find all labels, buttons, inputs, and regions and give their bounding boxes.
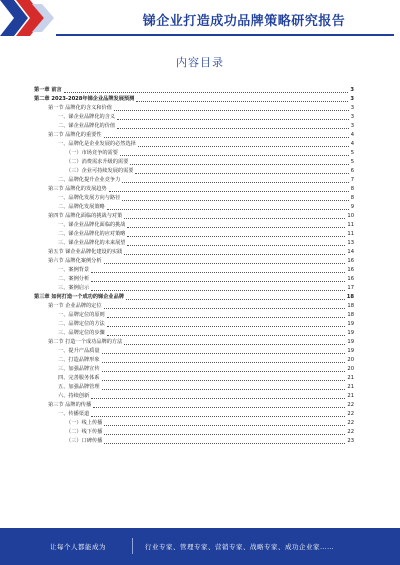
toc-entry[interactable] bbox=[34, 392, 354, 401]
toc-leader-dots bbox=[120, 154, 349, 156]
toc-entry-label: 三、加强品牌宣传 bbox=[58, 366, 100, 372]
toc-leader-dots bbox=[104, 307, 346, 309]
toc-entry-page: 17 bbox=[347, 285, 354, 291]
toc-entry[interactable] bbox=[34, 212, 354, 221]
toc-entry[interactable] bbox=[34, 257, 354, 266]
toc-entry-label: 第一章 前言 bbox=[34, 87, 62, 93]
toc-entry[interactable] bbox=[34, 293, 354, 302]
toc-leader-dots bbox=[91, 415, 345, 417]
toc-entry[interactable] bbox=[34, 275, 354, 284]
toc-entry-label: 第六节 品牌化案例分析 bbox=[48, 258, 102, 264]
toc-entry-page: 9 bbox=[350, 204, 354, 210]
toc-entry-page: 21 bbox=[347, 384, 354, 390]
toc-entry-label: 一、提升产品质量 bbox=[58, 348, 100, 354]
toc-entry-page: 4 bbox=[350, 132, 354, 138]
toc-entry-label: （一）线上传播 bbox=[66, 420, 103, 426]
toc-entry[interactable] bbox=[34, 95, 354, 104]
header-rule bbox=[56, 34, 394, 36]
toc-entry-page: 16 bbox=[347, 276, 354, 282]
toc-entry-label: 二、案例分析 bbox=[58, 276, 90, 282]
toc-entry[interactable] bbox=[34, 221, 354, 230]
toc-entry-label: （一）市场竞争的需要 bbox=[66, 150, 118, 156]
toc-entry[interactable] bbox=[34, 176, 354, 185]
toc-entry[interactable] bbox=[34, 365, 354, 374]
toc-entry[interactable] bbox=[34, 311, 354, 320]
toc-entry-label: 第一节 品牌化的含义和价值 bbox=[48, 105, 112, 111]
toc-entry-label: 第二节 品牌化的重要性 bbox=[48, 132, 102, 138]
toc-leader-dots bbox=[130, 163, 348, 165]
toc-entry-label: 六、持续创新 bbox=[58, 393, 90, 399]
toc-entry-page: 13 bbox=[347, 240, 354, 246]
toc-leader-dots bbox=[93, 406, 345, 408]
toc-entry-page: 21 bbox=[347, 393, 354, 399]
toc-entry-page: 6 bbox=[350, 168, 354, 174]
toc-entry-page: 20 bbox=[347, 357, 354, 363]
toc-leader-dots bbox=[91, 289, 345, 291]
toc-entry-label: 第二节 打造一个成功品牌的方法 bbox=[48, 339, 123, 345]
toc-entry-label: 五、加强品牌管理 bbox=[58, 384, 100, 390]
toc-entry-page: 18 bbox=[347, 312, 354, 318]
toc-entry-label: 一、案例背景 bbox=[58, 267, 90, 273]
toc-entry-label: 一、锑企业品牌化面临的挑战 bbox=[58, 222, 126, 228]
toc-leader-dots bbox=[102, 361, 346, 363]
toc-leader-dots bbox=[102, 379, 346, 381]
toc-leader-dots bbox=[122, 199, 348, 201]
toc-entry[interactable] bbox=[34, 374, 354, 383]
toc-entry-page: 8 bbox=[350, 186, 354, 192]
toc-entry[interactable] bbox=[34, 302, 354, 311]
toc-entry-label: 二、打造品牌形象 bbox=[58, 357, 100, 363]
toc-entry[interactable] bbox=[34, 437, 354, 446]
toc-entry-page: 16 bbox=[347, 258, 354, 264]
toc-entry-page: 3 bbox=[350, 96, 354, 102]
toc-entry-label: 二、锑企业品牌化的价值 bbox=[58, 123, 116, 129]
toc-entry[interactable] bbox=[34, 401, 354, 410]
toc-entry[interactable] bbox=[34, 185, 354, 194]
toc-entry-page: 22 bbox=[347, 402, 354, 408]
toc-entry[interactable] bbox=[34, 284, 354, 293]
toc-entry-page: 21 bbox=[347, 375, 354, 381]
toc-leader-dots bbox=[91, 397, 345, 399]
toc-entry-page: 4 bbox=[350, 141, 354, 147]
toc-leader-dots bbox=[102, 370, 346, 372]
toc-entry-label: 第一节 企业品牌的定位 bbox=[48, 303, 102, 309]
toc-entry[interactable] bbox=[34, 419, 354, 428]
toc-entry-label: 二、锑企业品牌化的应对策略 bbox=[58, 231, 126, 237]
footer-slogan: 让每个人都能成为 bbox=[50, 543, 106, 551]
toc-entry-label: 四、完善服务体系 bbox=[58, 375, 100, 381]
toc-leader-dots bbox=[127, 226, 345, 228]
toc-leader-dots bbox=[104, 136, 349, 138]
toc-entry-page: 8 bbox=[350, 195, 354, 201]
toc-entry-label: 二、品牌化提升企业竞争力 bbox=[58, 177, 121, 183]
toc-entry-page: 11 bbox=[347, 222, 354, 228]
toc-entry-label: 三、锑企业品牌化的未来展望 bbox=[58, 240, 126, 246]
toc-leader-dots bbox=[91, 271, 345, 273]
toc-entry-label: 三、品牌定位的步骤 bbox=[58, 330, 105, 336]
toc-entry-label: 第三节 品牌的传播 bbox=[48, 402, 92, 408]
toc-entry-label: 第三节 品牌化的发展趋势 bbox=[48, 186, 107, 192]
page-header bbox=[0, 0, 400, 38]
toc-entry-page: 10 bbox=[347, 213, 354, 219]
toc-entry-page: 3 bbox=[350, 87, 354, 93]
toc-leader-dots bbox=[124, 343, 345, 345]
toc-heading: 内容目录 bbox=[176, 56, 224, 69]
toc-entry-label: 一、锑企业品牌化的含义 bbox=[58, 114, 116, 120]
toc-leader-dots bbox=[127, 235, 345, 237]
toc-entry-page: 16 bbox=[347, 267, 354, 273]
toc-leader-dots bbox=[122, 181, 348, 183]
toc-entry[interactable] bbox=[34, 338, 354, 347]
toc-entry[interactable] bbox=[34, 320, 354, 329]
report-title: 锑企业打造成功品牌策略研究报告 bbox=[142, 14, 346, 29]
table-of-contents bbox=[34, 86, 354, 446]
toc-leader-dots bbox=[91, 280, 345, 282]
footer-tagline: 行业专家、管理专家、营销专家、战略专家、成功企业家…… bbox=[145, 543, 334, 551]
toc-entry-page: 3 bbox=[350, 105, 354, 111]
toc-entry[interactable] bbox=[34, 428, 354, 437]
toc-entry[interactable] bbox=[34, 347, 354, 356]
toc-leader-dots bbox=[117, 118, 349, 120]
toc-leader-dots bbox=[107, 208, 349, 210]
toc-entry[interactable] bbox=[34, 230, 354, 239]
toc-leader-dots bbox=[117, 127, 349, 129]
toc-leader-dots bbox=[104, 442, 345, 444]
toc-leader-dots bbox=[126, 298, 345, 300]
toc-leader-dots bbox=[107, 316, 346, 318]
toc-leader-dots bbox=[104, 433, 345, 435]
toc-entry-label: 第五节 锑企业品牌化建设的实践 bbox=[48, 249, 123, 255]
toc-leader-dots bbox=[104, 262, 346, 264]
toc-leader-dots bbox=[124, 253, 345, 255]
toc-entry-page: 19 bbox=[347, 348, 354, 354]
toc-entry[interactable] bbox=[34, 356, 354, 365]
toc-leader-dots bbox=[102, 388, 346, 390]
toc-entry-page: 19 bbox=[347, 330, 354, 336]
toc-entry-label: （三）口碑传播 bbox=[66, 438, 103, 444]
toc-entry-page: 19 bbox=[347, 339, 354, 345]
toc-leader-dots bbox=[102, 352, 346, 354]
toc-leader-dots bbox=[127, 244, 345, 246]
toc-entry-label: （三）企业可持续发展的需要 bbox=[66, 168, 134, 174]
toc-entry-page: 19 bbox=[347, 321, 354, 327]
toc-entry[interactable] bbox=[34, 113, 354, 122]
toc-entry[interactable] bbox=[34, 329, 354, 338]
toc-leader-dots bbox=[104, 424, 345, 426]
toc-entry[interactable] bbox=[34, 410, 354, 419]
toc-leader-dots bbox=[124, 217, 345, 219]
toc-entry-label: 第三章 如何打造一个成功的锑企业品牌 bbox=[34, 294, 124, 300]
toc-entry[interactable] bbox=[34, 167, 354, 176]
toc-leader-dots bbox=[107, 325, 346, 327]
toc-entry-page: 22 bbox=[347, 411, 354, 417]
toc-entry-label: 第二章 2023-2028年锑企业品牌发展预测 bbox=[34, 96, 135, 102]
toc-entry-label: 二、品牌定位的方法 bbox=[58, 321, 105, 327]
toc-entry-label: 第四节 品牌化面临的挑战与对策 bbox=[48, 213, 123, 219]
toc-entry[interactable] bbox=[34, 122, 354, 131]
toc-entry-page: 3 bbox=[350, 123, 354, 129]
toc-entry-label: 一、品牌化是企业发展的必然选择 bbox=[58, 141, 136, 147]
toc-entry[interactable] bbox=[34, 149, 354, 158]
toc-leader-dots bbox=[107, 334, 346, 336]
toc-entry-page: 18 bbox=[347, 303, 354, 309]
toc-leader-dots bbox=[135, 172, 348, 174]
toc-entry-page: 7 bbox=[350, 177, 354, 183]
toc-entry[interactable] bbox=[34, 104, 354, 113]
toc-entry[interactable] bbox=[34, 86, 354, 95]
toc-entry[interactable] bbox=[34, 383, 354, 392]
chevron-logo-icon bbox=[0, 0, 60, 38]
toc-entry[interactable] bbox=[34, 194, 354, 203]
toc-entry-page: 5 bbox=[350, 159, 354, 165]
toc-entry[interactable] bbox=[34, 203, 354, 212]
toc-entry[interactable] bbox=[34, 131, 354, 140]
toc-entry[interactable] bbox=[34, 140, 354, 149]
toc-entry[interactable] bbox=[34, 248, 354, 257]
toc-leader-dots bbox=[64, 91, 349, 93]
toc-entry[interactable] bbox=[34, 239, 354, 248]
toc-entry-page: 11 bbox=[347, 231, 354, 237]
toc-entry[interactable] bbox=[34, 266, 354, 275]
toc-leader-dots bbox=[136, 100, 348, 102]
toc-entry-label: 二、品牌化发展策略 bbox=[58, 204, 105, 210]
toc-entry-label: 一、传播渠道 bbox=[58, 411, 90, 417]
toc-entry[interactable] bbox=[34, 158, 354, 167]
toc-leader-dots bbox=[138, 145, 349, 147]
toc-entry-label: （二）消费需求升级的需要 bbox=[66, 159, 129, 165]
footer-divider bbox=[132, 538, 133, 554]
toc-entry-page: 23 bbox=[347, 438, 354, 444]
toc-entry-page: 22 bbox=[347, 420, 354, 426]
toc-entry-label: 三、案例启示 bbox=[58, 285, 90, 291]
toc-entry-label: 一、品牌化发展方向与路径 bbox=[58, 195, 121, 201]
toc-entry-page: 3 bbox=[350, 114, 354, 120]
toc-entry-page: 20 bbox=[347, 366, 354, 372]
toc-entry-page: 18 bbox=[346, 294, 354, 300]
toc-leader-dots bbox=[109, 190, 349, 192]
toc-entry-label: （二）线下传播 bbox=[66, 429, 103, 435]
page-footer bbox=[0, 528, 400, 565]
toc-entry-page: 22 bbox=[347, 429, 354, 435]
toc-entry-page: 5 bbox=[350, 150, 354, 156]
toc-leader-dots bbox=[114, 109, 349, 111]
toc-entry-page: 14 bbox=[347, 249, 354, 255]
toc-entry-label: 一、品牌定位的原则 bbox=[58, 312, 105, 318]
